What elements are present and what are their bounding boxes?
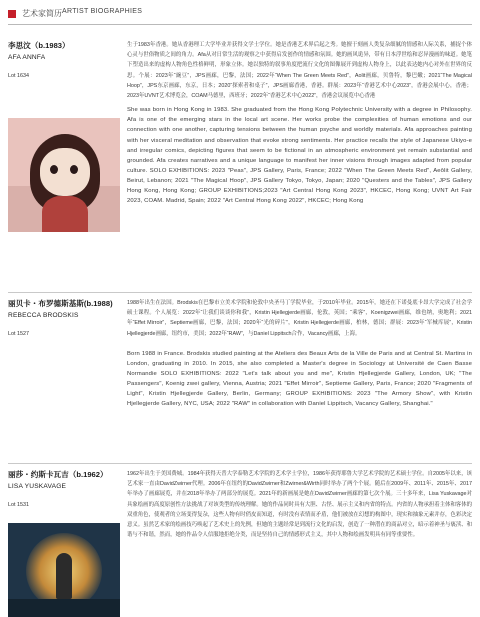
section-divider xyxy=(8,292,472,293)
lot-number: Lot 1527 xyxy=(8,331,29,337)
header-title-zh: 艺术家简历 xyxy=(22,9,62,18)
artwork-image-afa-annfa xyxy=(8,118,120,232)
section-divider xyxy=(8,463,472,464)
artist-bio xyxy=(127,40,472,206)
page-header xyxy=(0,0,480,26)
artwork-image-lisa-yuskavage xyxy=(8,523,120,617)
bio-en: Born 1988 in France. Brodskis studied painting at the Ateliers des Beaux Arts de la Ville de Paris and at Central St. Martins in London, graduating in 2010. In 2015, she also completed a Master's degree in Sociology at Université de Caen Basse Normandie SOLO EXHIBITIONS: 2022 "Let's talk about you and me", Kristin Hjellegjerde Gallery, London, UK; "The Passengers", Koenig zwei gallery, Vienna, Austria; 2021 "Effet Mirroir", Septieme Gallery, Paris, France; 2020 "Fragments of Light", Kristin Hjellegjerde Gallery, Berlin, Germany; GROUP EXHIBITIONS: 2023 "The Armory Show", with Kristin Hjellegjerde Gallery, NYC, USA; 2022 "RAW" in collaboration with Daniel Lippitsch, Vacancy Gallery, Shanghai." xyxy=(127,350,472,408)
artist-name-zh: 丽莎・约斯卡瓦吉（b.1962） xyxy=(8,470,108,479)
red-square-marker xyxy=(8,10,16,18)
artist-meta xyxy=(8,298,120,337)
artist-name-en: REBECCA BRODSKIS xyxy=(8,312,79,319)
artist-name-zh: 丽贝卡・布罗德斯基斯(b.1988) xyxy=(8,299,113,308)
bio-zh: 生于1983年香港。她从香港理工大学毕业并获得文学士学位。她是香港艺术界后起之秀。她擅于刻画人类复杂细腻的情感和人际关系，捕捉个体心灵与世俗物质之间的角力。Afa从对日常生活的观察之中获得启发创作的情感和氛围。她的画风诡异，带有日本浮世绘和忍异漫画的味道。她笔下塑造出来的虚构人物角色性格鲜明，形象立体。她以独特的叙事角度把流行文化的图像展开到虚构人物身上，以此表达她内心对外在世界的反思。个展：2023年“豌豆”，JPS画廊，巴黎，法国；2022年“When The Green Meets Red”，Aolit画廊，贝鲁特，黎巴嫩；2021“The Magical Hoop”，JPS东京画廊，东京，日本；2020“探索者和桌子”，JPS画廊香港，香港。群展：2023年“香港艺术中心2023”，香港会展中心，香港；2023年UVNT艺术博览会，COAM马德里，西班牙；2022年“香港艺术中心2022”，香港会议展览中心香港 xyxy=(127,42,472,100)
artist-meta xyxy=(8,40,120,79)
bio-zh: 1988年出生在法国。Brodskis在巴黎市立美术学院和伦敦中央圣马丁学院毕业，于2010年毕业。2015年，她还在下诺曼底卡昂大学完成了社会学硕士课程。个人展览：2022年“让我们谈谈你和我”，Kristin Hjellegjerde画廊，伦敦，英国；“乘客”，Koenigzwei画廊，维也纳，奥地利；2021年“Effet Mirroir”，Septieme画廊，巴黎，法国；2020年“光的碎片”，Kristin Hjellegjerde画廊，柏林，德国；群展：2023年“军械库展”，Kristin Hjellegjerde画廊，纽约市，美国；2022年“RAW”，与Daniel Lippitsch合作，Vacancy画廊，上海。 xyxy=(127,300,472,337)
artist-bio xyxy=(127,469,472,540)
artist-meta xyxy=(8,469,120,508)
artist-name-en: LISA YUSKAVAGE xyxy=(8,483,67,490)
lot-number: Lot 1531 xyxy=(8,502,29,508)
header-title-en: ARTIST BIOGRAPHIES xyxy=(62,8,143,15)
artist-name-zh: 李思汶（b.1983） xyxy=(8,41,70,50)
bio-en: She was born in Hong Kong in 1983. She graduated from the Hong Kong Polytechnic University with a degree in Philosophy. Afa is one of the emerging stars in the local art scene. Her works probe the complexities of human emotions and our connection with one another, capturing tensions between the human psyche and worldly materials. Afa approaches painting with her visceral meditation and observation that evoke strong sentiments. Her practice recalls the style of Japanese Ukiyo-e and irregular comics, depicting figures that seem to be fictional in an atmospheric environment yet remain substantial and grounded. Afa creates narratives and a unique language to manifest her inner visions through images adapted from popular culture. SOLO EXHIBITIONS: 2023 "Peas", JPS Gallery, Paris, France; 2022 "When The Green Meets Red", Aeôlit Gallery, Beirut, Lebanon; 2021 "The Magical Hoop", JPS Gallery Tokyo, Tokyo, Japan; 2020 "Questers and the Tables", JPS Gallery Hong Kong, Hong Kong; GROUP EXHIBITIONS;2023 "Art Central Hong Kong 2023", HKCEC, Hong Kong; UVNT Art Fair 2023, COAM. Madrid, Spain; 2022 "Art Central Hong Kong 2022", HKCEC; Hong Kong xyxy=(127,107,472,205)
artist-name-en: AFA ANNFA xyxy=(8,54,46,61)
bio-zh: 1962年出生于美国费城。1984年获得天普大学泰勒艺术学院的艺术学士学位，1986年获得耶鲁大学艺术学院的艺术硕士学位。自2005年以来，该艺术家一直由DavidZwirner代理。2006年在纽约的DavidZwirner和Zwirner&Wirth同时举办了两个个展。随后在2009年、2011年、2015年、2017年举办了画廊展览，并在2018年举办了两部分的展览。2021年的新画展是她在DavidZwirner画廊的第七次个展。三十多年来，Lisa Yuskavage对具象绘画的高度原创性方法挑战了对该类型的传统理解。她的作品同时具有大胆、古怪、展示主义和内省的特点。内省的人物承担着主体和客体的双重角色，使观者的立场变得复杂，这些人物有时俏皮而知道，有时没有表情而矛盾，他们被放在幻想的构图中，现实和抽象元素并存，色彩决定意义。虽然艺术家的绘画技巧唤起了艺术史上的先例，但她的主题经常是到流行文化的启发，创造了一种潜在的商品对立，暗示着神圣与亵渎、和谐与不和谐，然而，她的作品令人信服地拒绝分类，而是坚持自己的情感形式主义，其中人物和绘画发明具有同等重要性。 xyxy=(127,471,473,539)
header-divider xyxy=(8,24,472,25)
artist-bio xyxy=(127,298,472,409)
lot-number: Lot 1634 xyxy=(8,73,29,79)
